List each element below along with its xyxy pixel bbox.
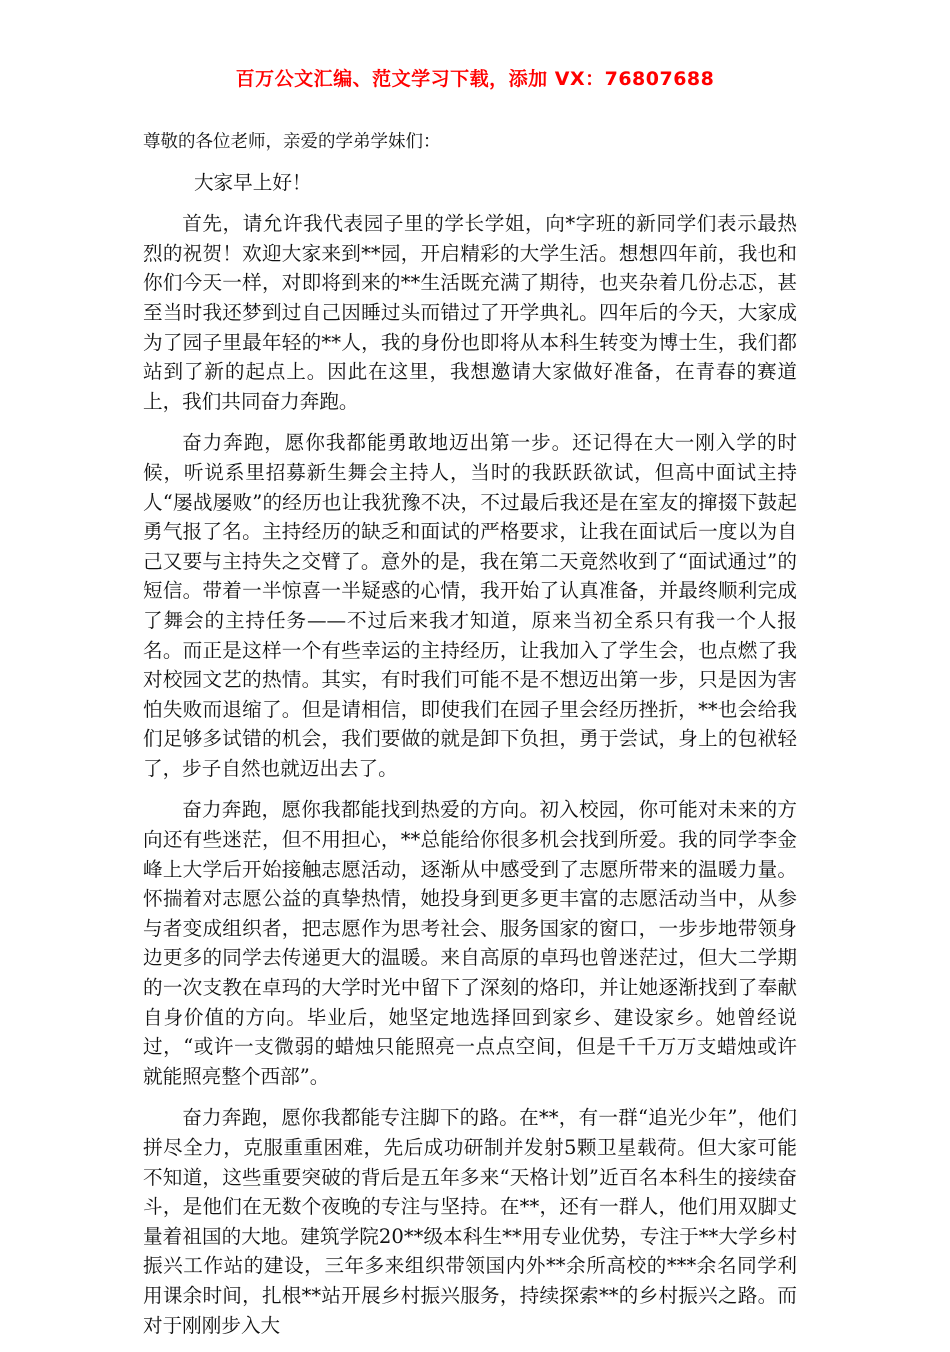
paragraph-opening: 首先，请允许我代表园子里的学长学姐，向*字班的新同学们表示最热烈的祝贺！欢迎大家来到**园，开启精彩的大学生活。想想四年前，我也和你们今天一样，对即将到来的**生活既充满了期待，也夹杂着几份忐忑，甚至当时我还梦到过自己因睡过头而错过了开学典礼。四年后的今天，大家成为了园子里最年轻的**人，我的身份也即将从本科生转变为博士生，我们都站到了新的起点上。因此在这里，我想邀请大家做好准备，在青春的赛道上，我们共同奋力奔跑。 <box>143 212 797 413</box>
header-banner: 百万公文汇编、范文学习下载，添加 VX：76807688 <box>235 68 715 90</box>
greeting: 大家早上好！ <box>193 170 312 194</box>
paragraph-focus-path: 奋力奔跑，愿你我都能专注脚下的路。在**，有一群“追光少年”，他们拼尽全力，克服重重困难，先后成功研制并发射5颗卫星载荷。但大家可能不知道，这些重要突破的背后是五年多来“天格计划”近百名本科生的接续奋斗，是他们在无数个夜晚的专注与坚持。在**，还有一群人，他们用双脚丈量着祖国的大地。建筑学院20**级本科生**用专业优势，专注于**大学乡村振兴工作站的建设，三年多来组织带领国内外**余所高校的***余名同学利用课余时间，扎根**站开展乡村振兴服务，持续探索**的乡村振兴之路。而对于刚刚步入大 <box>143 1106 797 1337</box>
document-body <box>143 128 797 1352</box>
paragraph-passion-direction: 奋力奔跑，愿你我都能找到热爱的方向。初入校园，你可能对未来的方向还有些迷茫，但不用担心，**总能给你很多机会找到所爱。我的同学李金峰上大学后开始接触志愿活动，逐渐从中感受到了志愿所带来的温暖力量。怀揣着对志愿公益的真挚热情，她投身到更多更丰富的志愿活动当中，从参与者变成组织者，把志愿作为思考社会、服务国家的窗口，一步步地带领身边更多的同学去传递更大的温暖。来自高原的卓玛也曾迷茫过，但大二学期的一次支教在卓玛的大学时光中留下了深刻的烙印，并让她逐渐找到了奉献自身价值的方向。毕业后，她坚定地选择回到家乡、建设家乡。她曾经说过，“或许一支微弱的蜡烛只能照亮一点点空间，但是千千万万支蜡烛或许就能照亮整个西部”。 <box>143 798 797 1088</box>
salutation: 尊敬的各位老师，亲爱的学弟学妹们： <box>143 132 441 152</box>
paragraph-first-step: 奋力奔跑，愿你我都能勇敢地迈出第一步。还记得在大一刚入学的时候，听说系里招募新生舞会主持人，当时的我跃跃欲试，但高中面试主持人“屡战屡败”的经历也让我犹豫不决，不过最后我还是在室友的撺掇下鼓起勇气报了名。主持经历的缺乏和面试的严格要求，让我在面试后一度以为自己又要与主持失之交臂了。意外的是，我在第二天竟然收到了“面试通过”的短信。带着一半惊喜一半疑惑的心情，我开始了认真准备，并最终顺利完成了舞会的主持任务——不过后来我才知道，原来当初全系只有我一个人报名。而正是这样一个有些幸运的主持经历，让我加入了学生会，也点燃了我对校园文艺的热情。其实，有时我们可能不是不想迈出第一步，只是因为害怕失败而退缩了。但是请相信，即使我们在园子里会经历挫折，**也会给我们足够多试错的机会，我们要做的就是卸下负担，勇于尝试，身上的包袱轻了，步子自然也就迈出去了。 <box>143 431 797 780</box>
